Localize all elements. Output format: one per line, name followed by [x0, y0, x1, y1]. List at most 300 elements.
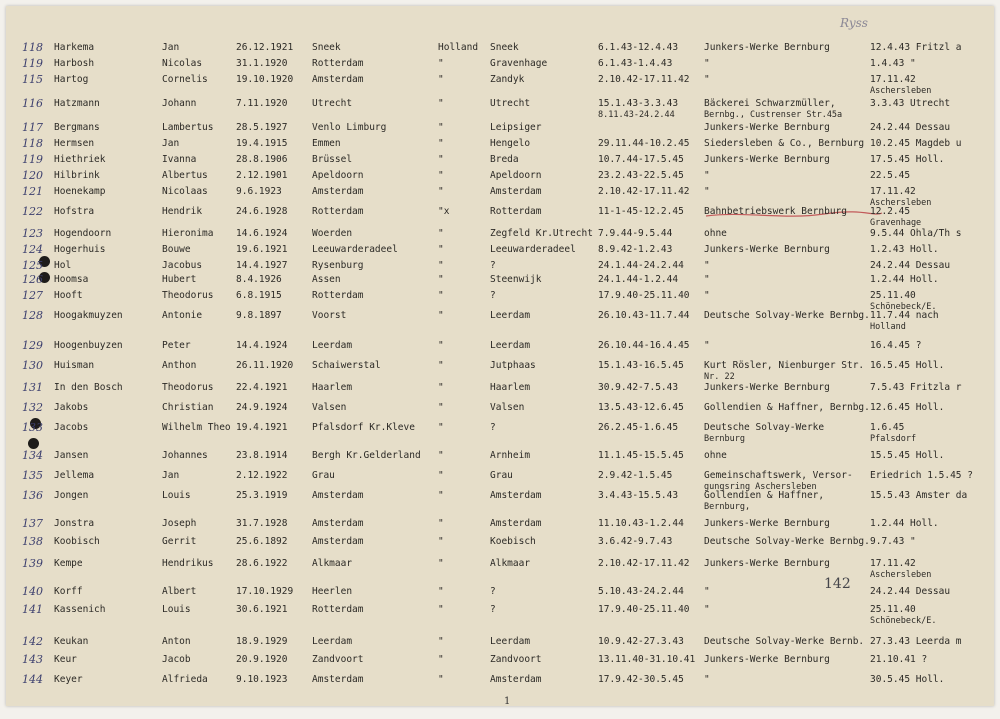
- birth-date-cell: 25.3.1919: [236, 490, 288, 501]
- given-name-cell: Jan: [162, 138, 180, 149]
- given-name-cell: Alfrieda: [162, 674, 208, 685]
- residence-cell: Grau: [490, 470, 513, 481]
- residence-cell: Apeldoorn: [490, 170, 542, 181]
- birthplace-cell: Rotterdam: [312, 604, 364, 615]
- entry-number: 138: [22, 535, 43, 548]
- surname-cell: Jongen: [54, 490, 89, 501]
- birthplace-cell: Bergh Kr.Gelderland: [312, 450, 421, 461]
- given-name-cell: Peter: [162, 340, 191, 351]
- residence-cell: Utrecht: [490, 98, 531, 109]
- employer-continuation: Bernburg: [704, 434, 745, 444]
- period-cell: 23.2.43-22.5.45: [598, 170, 684, 181]
- table-row-continuation: [6, 321, 994, 333]
- period-cell: 26.10.44-16.4.45: [598, 340, 690, 351]
- period-cell: 17.9.40-25.11.40: [598, 290, 690, 301]
- given-name-cell: Joseph: [162, 518, 197, 529]
- given-name-cell: Johannes: [162, 450, 208, 461]
- birth-date-cell: 31.7.1928: [236, 518, 288, 529]
- employer-continuation: gungsring Aschersleben: [704, 482, 817, 492]
- surname-cell: Harkema: [54, 42, 95, 53]
- remark-cell: 12.6.45 Holl.: [870, 402, 945, 413]
- given-name-cell: Louis: [162, 490, 191, 501]
- given-name-cell: Hendrikus: [162, 558, 214, 569]
- period-cell: 26.2.45-1.6.45: [598, 422, 679, 433]
- employer-cell: Junkers-Werke Bernburg: [704, 42, 830, 53]
- employer-cell: Gemeinschaftswerk, Versor-: [704, 470, 853, 481]
- birth-date-cell: 28.5.1927: [236, 122, 288, 133]
- table-row: [6, 56, 994, 72]
- birth-date-cell: 7.11.1920: [236, 98, 288, 109]
- residence-cell: ?: [490, 422, 496, 433]
- period-cell: 7.9.44-9.5.44: [598, 228, 673, 239]
- nationality-cell: ": [438, 340, 444, 351]
- surname-cell: Korff: [54, 586, 83, 597]
- birthplace-cell: Emmen: [312, 138, 341, 149]
- period-cell: 17.9.40-25.11.40: [598, 604, 690, 615]
- employer-cell: ": [704, 58, 710, 69]
- residence-cell: Amsterdam: [490, 186, 542, 197]
- nationality-cell: ": [438, 310, 444, 321]
- entry-number: 143: [22, 653, 43, 666]
- employer-cell: ": [704, 260, 710, 271]
- surname-cell: Bergmans: [54, 122, 100, 133]
- surname-cell: Hilbrink: [54, 170, 100, 181]
- surname-cell: Hatzmann: [54, 98, 100, 109]
- birth-date-cell: 31.1.1920: [236, 58, 288, 69]
- birth-date-cell: 30.6.1921: [236, 604, 288, 615]
- residence-cell: ?: [490, 604, 496, 615]
- residence-cell: ?: [490, 290, 496, 301]
- residence-cell: Sneek: [490, 42, 519, 53]
- entry-number: 131: [22, 381, 43, 394]
- birthplace-cell: Assen: [312, 274, 341, 285]
- entry-number: 123: [22, 227, 43, 240]
- employer-cell: Gollendien & Haffner, Bernbg.: [704, 402, 870, 413]
- residence-cell: Hengelo: [490, 138, 531, 149]
- entry-number: 124: [22, 243, 43, 256]
- table-row: [6, 40, 994, 56]
- given-name-cell: Nicolaas: [162, 186, 208, 197]
- entry-number: 117: [22, 121, 43, 134]
- employer-cell: Junkers-Werke Bernburg: [704, 558, 830, 569]
- period-cell: 5.10.43-24.2.44: [598, 586, 684, 597]
- given-name-cell: Nicolas: [162, 58, 203, 69]
- remark-cell: 24.2.44 Dessau: [870, 260, 951, 271]
- birthplace-cell: Rotterdam: [312, 58, 364, 69]
- surname-cell: Kempe: [54, 558, 83, 569]
- table-row: [6, 120, 994, 136]
- nationality-cell: ": [438, 402, 444, 413]
- surname-cell: Huisman: [54, 360, 95, 371]
- surname-cell: Koobisch: [54, 536, 100, 547]
- surname-cell: Hogerhuis: [54, 244, 106, 255]
- surname-cell: Hoenekamp: [54, 186, 106, 197]
- nationality-cell: ": [438, 138, 444, 149]
- nationality-cell: ": [438, 654, 444, 665]
- table-row: [6, 136, 994, 152]
- remark-cell: 17.5.45 Holl.: [870, 154, 945, 165]
- nationality-cell: ": [438, 470, 444, 481]
- birth-date-cell: 14.4.1927: [236, 260, 288, 271]
- surname-cell: In den Bosch: [54, 382, 123, 393]
- remark-cell: 3.3.43 Utrecht: [870, 98, 951, 109]
- residence-cell: Amsterdam: [490, 518, 542, 529]
- nationality-cell: ": [438, 74, 444, 85]
- period-cell: 3.6.42-9.7.43: [598, 536, 673, 547]
- table-row-continuation: [6, 569, 994, 581]
- given-name-cell: Jan: [162, 470, 180, 481]
- remark-cell: 9.5.44 Ohla/Th s: [870, 228, 962, 239]
- entry-number: 125: [22, 259, 43, 272]
- corner-pencil-note: Ryss: [840, 16, 868, 30]
- given-name-cell: Jan: [162, 42, 180, 53]
- given-name-cell: Hendrik: [162, 206, 203, 217]
- remark-cell: 16.5.45 Holl.: [870, 360, 945, 371]
- nationality-cell: ": [438, 604, 444, 615]
- remark-cell: 12.2.45: [870, 206, 911, 217]
- table-row: [6, 380, 994, 396]
- entry-number: 119: [22, 153, 43, 166]
- birthplace-cell: Grau: [312, 470, 335, 481]
- remark-cell: 17.11.42: [870, 74, 916, 85]
- given-name-cell: Cornelis: [162, 74, 208, 85]
- nationality-cell: ": [438, 154, 444, 165]
- given-name-cell: Hieronima: [162, 228, 214, 239]
- nationality-cell: ": [438, 518, 444, 529]
- birth-date-cell: 19.4.1921: [236, 422, 288, 433]
- period-cell: 17.9.42-30.5.45: [598, 674, 684, 685]
- birthplace-cell: Rysenburg: [312, 260, 364, 271]
- surname-cell: Keyer: [54, 674, 83, 685]
- table-row: [6, 516, 994, 532]
- residence-cell: Breda: [490, 154, 519, 165]
- table-row: [6, 584, 994, 600]
- birth-date-cell: 19.10.1920: [236, 74, 294, 85]
- given-name-cell: Jacob: [162, 654, 191, 665]
- employer-cell: Junkers-Werke Bernburg: [704, 654, 830, 665]
- period-cell: 2.10.42-17.11.42: [598, 186, 690, 197]
- employer-cell: ohne: [704, 228, 727, 239]
- birth-date-cell: 9.6.1923: [236, 186, 282, 197]
- surname-cell: Kassenich: [54, 604, 106, 615]
- birthplace-cell: Voorst: [312, 310, 347, 321]
- period-cell: 6.1.43-1.4.43: [598, 58, 673, 69]
- employer-cell: Gollendien & Haffner,: [704, 490, 825, 501]
- table-row: [6, 400, 994, 416]
- entry-number: 116: [22, 97, 43, 110]
- period-cell: 11.10.43-1.2.44: [598, 518, 684, 529]
- birthplace-cell: Rotterdam: [312, 290, 364, 301]
- given-name-cell: Anthon: [162, 360, 197, 371]
- remark-cell: 1.6.45: [870, 422, 905, 433]
- period-cell: 30.9.42-7.5.43: [598, 382, 679, 393]
- birthplace-cell: Apeldoorn: [312, 170, 364, 181]
- remark-cell: 24.2.44 Dessau: [870, 586, 951, 597]
- period-cell: 6.1.43-12.4.43: [598, 42, 679, 53]
- birth-date-cell: 6.8.1915: [236, 290, 282, 301]
- employer-cell: ": [704, 586, 710, 597]
- surname-cell: Harbosh: [54, 58, 95, 69]
- employer-cell: ": [704, 74, 710, 85]
- employer-cell: Siedersleben & Co., Bernburg: [704, 138, 865, 149]
- given-name-cell: Anton: [162, 636, 191, 647]
- employer-cell: ": [704, 290, 710, 301]
- nationality-cell: ": [438, 274, 444, 285]
- employer-cell: ": [704, 274, 710, 285]
- remark-cell: 1.2.44 Holl.: [870, 518, 939, 529]
- remark-cell: 12.4.43 Fritzl a: [870, 42, 962, 53]
- nationality-cell: ": [438, 558, 444, 569]
- nationality-cell: ": [438, 422, 444, 433]
- period-cell: 13.11.40-31.10.41: [598, 654, 696, 665]
- remark-cell: 9.7.43 ": [870, 536, 916, 547]
- entry-number: 127: [22, 289, 43, 302]
- surname-cell: Hoomsa: [54, 274, 89, 285]
- entry-number: 126: [22, 273, 43, 286]
- employer-cell: ": [704, 340, 710, 351]
- employer-cell: Kurt Rösler, Nienburger Str.: [704, 360, 865, 371]
- employer-cell: ": [704, 186, 710, 197]
- entry-number: 122: [22, 205, 43, 218]
- remark-continuation: Schönebeck/E.: [870, 616, 937, 626]
- table-row: [6, 672, 994, 688]
- given-name-cell: Gerrit: [162, 536, 197, 547]
- period-cell: 10.7.44-17.5.45: [598, 154, 684, 165]
- remark-continuation: Aschersleben: [870, 570, 932, 580]
- residence-cell: Leerdam: [490, 310, 531, 321]
- table-row-continuation: [6, 501, 994, 513]
- birth-date-cell: 28.6.1922: [236, 558, 288, 569]
- birth-date-cell: 14.6.1924: [236, 228, 288, 239]
- remark-cell: 1.4.43 ": [870, 58, 916, 69]
- birth-date-cell: 22.4.1921: [236, 382, 288, 393]
- nationality-cell: ": [438, 122, 444, 133]
- birth-date-cell: 18.9.1929: [236, 636, 288, 647]
- residence-cell: Leeuwarderadeel: [490, 244, 576, 255]
- stamp-number: 142: [824, 576, 851, 592]
- surname-cell: Hol: [54, 260, 72, 271]
- birth-date-cell: 23.8.1914: [236, 450, 288, 461]
- surname-cell: Hoogakmuyzen: [54, 310, 123, 321]
- birthplace-cell: Amsterdam: [312, 186, 364, 197]
- surname-cell: Jansen: [54, 450, 89, 461]
- remark-continuation: Schönebeck/E.: [870, 302, 937, 312]
- entry-number: 135: [22, 469, 43, 482]
- surname-cell: Hiethriek: [54, 154, 106, 165]
- nationality-cell: ": [438, 244, 444, 255]
- employer-cell: Deutsche Solvay-Werke Bernbg.: [704, 536, 870, 547]
- birth-date-cell: 24.6.1928: [236, 206, 288, 217]
- birth-date-cell: 2.12.1922: [236, 470, 288, 481]
- surname-cell: Jonstra: [54, 518, 95, 529]
- table-row: [6, 226, 994, 242]
- employer-cell: Deutsche Solvay-Werke Bernbg.: [704, 310, 870, 321]
- entry-number: 144: [22, 673, 43, 686]
- surname-cell: Hoogenbuyzen: [54, 340, 123, 351]
- surname-cell: Jellema: [54, 470, 95, 481]
- birth-date-cell: 9.10.1923: [236, 674, 288, 685]
- period-cell: 15.1.43-16.5.45: [598, 360, 684, 371]
- period-cell: 10.9.42-27.3.43: [598, 636, 684, 647]
- employer-cell: ": [704, 170, 710, 181]
- birth-date-cell: 24.9.1924: [236, 402, 288, 413]
- residence-cell: Valsen: [490, 402, 525, 413]
- given-name-cell: Hubert: [162, 274, 197, 285]
- entry-number: 139: [22, 557, 43, 570]
- residence-cell: Leerdam: [490, 636, 531, 647]
- entry-number: 132: [22, 401, 43, 414]
- nationality-cell: ": [438, 98, 444, 109]
- table-row: [6, 448, 994, 464]
- employer-cell: Junkers-Werke Bernburg: [704, 122, 830, 133]
- residence-cell: Zegfeld Kr.Utrecht: [490, 228, 593, 239]
- remark-continuation: Aschersleben: [870, 86, 932, 96]
- remark-cell: 1.2.43 Holl.: [870, 244, 939, 255]
- birth-date-cell: 8.4.1926: [236, 274, 282, 285]
- entry-number: 128: [22, 309, 43, 322]
- nationality-cell: ": [438, 450, 444, 461]
- remark-continuation: Aschersleben: [870, 198, 932, 208]
- birth-date-cell: 19.6.1921: [236, 244, 288, 255]
- remark-cell: 11.7.44 nach: [870, 310, 939, 321]
- period-cell: 29.11.44-10.2.45: [598, 138, 690, 149]
- employer-cell: ": [704, 604, 710, 615]
- birthplace-cell: Valsen: [312, 402, 347, 413]
- entry-number: 134: [22, 449, 43, 462]
- residence-cell: ?: [490, 260, 496, 271]
- birth-date-cell: 19.4.1915: [236, 138, 288, 149]
- surname-cell: Hogendoorn: [54, 228, 112, 239]
- remark-cell: 25.11.40: [870, 290, 916, 301]
- birth-date-cell: 2.12.1901: [236, 170, 288, 181]
- remark-cell: 27.3.43 Leerda m: [870, 636, 962, 647]
- employer-continuation: Nr. 22: [704, 372, 735, 382]
- nationality-cell: ": [438, 674, 444, 685]
- given-name-cell: Jacobus: [162, 260, 203, 271]
- remark-cell: 1.2.44 Holl.: [870, 274, 939, 285]
- nationality-cell: ": [438, 186, 444, 197]
- surname-cell: Hermsen: [54, 138, 95, 149]
- residence-cell: Leipsiger: [490, 122, 542, 133]
- remark-continuation: Pfalsdorf: [870, 434, 917, 444]
- given-name-cell: Theodorus: [162, 382, 214, 393]
- nationality-cell: ": [438, 536, 444, 547]
- nationality-cell: ": [438, 586, 444, 597]
- nationality-cell: ": [438, 58, 444, 69]
- residence-cell: Steenwijk: [490, 274, 542, 285]
- surname-cell: Jacobs: [54, 422, 89, 433]
- period-cell: 8.9.42-1.2.43: [598, 244, 673, 255]
- birthplace-cell: Amsterdam: [312, 490, 364, 501]
- birthplace-cell: Pfalsdorf Kr.Kleve: [312, 422, 415, 433]
- table-row: [6, 652, 994, 668]
- nationality-cell: ": [438, 260, 444, 271]
- residence-cell: ?: [490, 586, 496, 597]
- given-name-cell: Lambertus: [162, 122, 214, 133]
- surname-cell: Hartog: [54, 74, 89, 85]
- birth-date-cell: 26.12.1921: [236, 42, 294, 53]
- residence-cell: Zandvoort: [490, 654, 542, 665]
- footer-mark: 1: [504, 696, 511, 706]
- entry-number: 118: [22, 137, 43, 150]
- birthplace-cell: Heerlen: [312, 586, 353, 597]
- table-row: [6, 242, 994, 258]
- surname-cell: Jakobs: [54, 402, 89, 413]
- entry-number: 119: [22, 57, 43, 70]
- period-cell: 2.10.42-17.11.42: [598, 558, 690, 569]
- entry-number: 118: [22, 41, 43, 54]
- remark-cell: 17.11.42: [870, 558, 916, 569]
- period-cell: 2.9.42-1.5.45: [598, 470, 673, 481]
- entry-number: 141: [22, 603, 43, 616]
- given-name-cell: Johann: [162, 98, 197, 109]
- surname-cell: Hofstra: [54, 206, 95, 217]
- birthplace-cell: Venlo Limburg: [312, 122, 387, 133]
- remark-cell: 30.5.45 Holl.: [870, 674, 945, 685]
- surname-cell: Hooft: [54, 290, 83, 301]
- residence-cell: Gravenhage: [490, 58, 548, 69]
- given-name-cell: Bouwe: [162, 244, 191, 255]
- period-cell: 24.1.44-24.2.44: [598, 260, 684, 271]
- birth-date-cell: 17.10.1929: [236, 586, 294, 597]
- entry-number: 137: [22, 517, 43, 530]
- nationality-cell: ": [438, 382, 444, 393]
- remark-cell: 17.11.42: [870, 186, 916, 197]
- table-row: [6, 152, 994, 168]
- remark-continuation: Holland: [870, 322, 906, 332]
- employer-cell: Junkers-Werke Bernburg: [704, 244, 830, 255]
- remark-cell: 25.11.40: [870, 604, 916, 615]
- entry-number: 130: [22, 359, 43, 372]
- employer-cell: Junkers-Werke Bernburg: [704, 154, 830, 165]
- employer-cell: Junkers-Werke Bernburg: [704, 382, 830, 393]
- entry-number: 129: [22, 339, 43, 352]
- period-cell: 11.1.45-15.5.45: [598, 450, 684, 461]
- employer-cell: Deutsche Solvay-Werke: [704, 422, 825, 433]
- birthplace-cell: Amsterdam: [312, 536, 364, 547]
- period-continuation: 8.11.43-24.2.44: [598, 110, 675, 120]
- table-row: [6, 534, 994, 550]
- period-cell: 3.4.43-15.5.43: [598, 490, 679, 501]
- nationality-cell: "x: [438, 206, 450, 217]
- table-row: [6, 168, 994, 184]
- nationality-cell: ": [438, 290, 444, 301]
- given-name-cell: Louis: [162, 604, 191, 615]
- residence-cell: Rotterdam: [490, 206, 542, 217]
- table-row: [6, 338, 994, 354]
- nationality-cell: Holland: [438, 42, 479, 53]
- given-name-cell: Wilhelm Theo: [162, 422, 231, 433]
- given-name-cell: Antonie: [162, 310, 203, 321]
- residence-cell: Amsterdam: [490, 674, 542, 685]
- entry-number: 115: [22, 73, 43, 86]
- birthplace-cell: Leerdam: [312, 340, 353, 351]
- birthplace-cell: Rotterdam: [312, 206, 364, 217]
- employer-cell: ": [704, 674, 710, 685]
- period-cell: 24.1.44-1.2.44: [598, 274, 679, 285]
- employer-cell: Bahnbetriebswerk Bernburg: [704, 206, 847, 217]
- birth-date-cell: 26.11.1920: [236, 360, 294, 371]
- period-cell: 2.10.42-17.11.42: [598, 74, 690, 85]
- entry-number: 121: [22, 185, 43, 198]
- employer-continuation: Bernburg,: [704, 502, 751, 512]
- given-name-cell: Albert: [162, 586, 197, 597]
- employer-cell: Junkers-Werke Bernburg: [704, 518, 830, 529]
- period-cell: 11-1-45-12.2.45: [598, 206, 684, 217]
- nationality-cell: ": [438, 170, 444, 181]
- remark-cell: 21.10.41 ?: [870, 654, 928, 665]
- remark-cell: 15.5.45 Holl.: [870, 450, 945, 461]
